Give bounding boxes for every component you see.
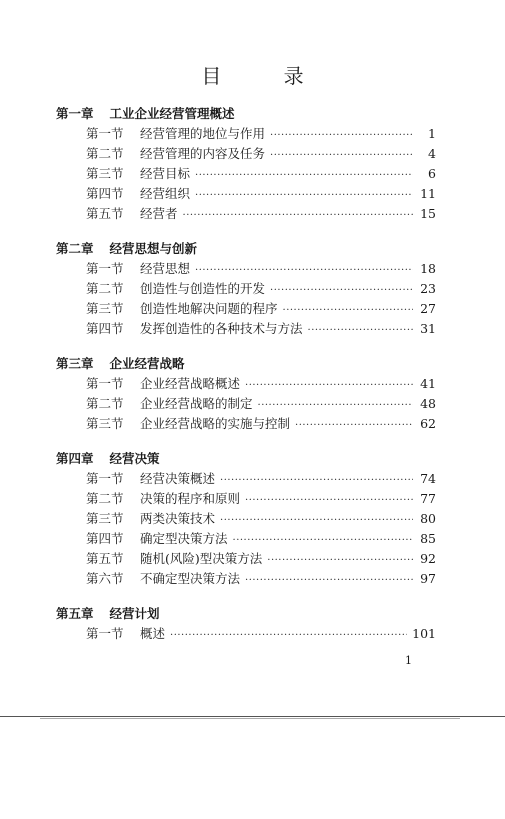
footer-page-number: 1: [405, 654, 412, 667]
dot-leader: [195, 166, 413, 186]
toc-entry: [0, 184, 436, 204]
toc-entry: [0, 259, 436, 279]
dot-leader: [270, 126, 413, 146]
chapter-2: [0, 239, 505, 339]
section-title: 企业经营战略的制定: [140, 396, 253, 411]
dot-leader: [195, 261, 413, 281]
toc-entry: [0, 319, 436, 339]
section-number: 第四节: [86, 321, 124, 336]
section-number: 第三节: [86, 301, 124, 316]
chapter-heading: [0, 239, 505, 259]
chapter-heading: [0, 449, 505, 469]
chapter-3: [0, 354, 505, 434]
section-title: 企业经营战略概述: [140, 376, 241, 391]
toc-entry: [0, 489, 436, 509]
toc-entry: [0, 624, 436, 644]
section-number: 第二节: [86, 281, 124, 296]
section-title: 经营思想: [140, 261, 191, 276]
dot-leader: [308, 321, 413, 341]
page-number: 92: [420, 551, 436, 566]
page-number: 15: [420, 206, 436, 221]
page-number: 6: [428, 166, 436, 181]
dot-leader: [245, 491, 413, 511]
dot-leader: [267, 551, 413, 571]
page-number: 62: [420, 416, 436, 431]
dot-leader: [183, 206, 413, 226]
section-title: 经营组织: [140, 186, 191, 201]
section-title: 确定型决策方法: [140, 531, 228, 546]
page-number: 85: [420, 531, 436, 546]
section-number: 第三节: [86, 511, 124, 526]
chapter-title: 工业企业经营管理概述: [109, 106, 235, 121]
section-title: 经营决策概述: [140, 471, 216, 486]
section-title: 创造性地解决问题的程序: [140, 301, 278, 316]
page-number: 74: [420, 471, 436, 486]
toc-entry: [0, 529, 436, 549]
section-number: 第六节: [86, 571, 124, 586]
section-number: 第三节: [86, 166, 124, 181]
section-title: 概述: [140, 626, 166, 641]
chapter-4: [0, 449, 505, 589]
dot-leader: [220, 511, 413, 531]
toc-entry: [0, 279, 436, 299]
section-title: 发挥创造性的各种技术与方法: [140, 321, 303, 336]
section-number: 第一节: [86, 471, 124, 486]
page-number: 80: [420, 511, 436, 526]
page-number: 101: [412, 626, 436, 641]
chapter-title: 经营决策: [109, 451, 160, 466]
chapter-title: 经营计划: [109, 606, 160, 621]
toc-entry: [0, 469, 436, 489]
dot-leader: [220, 471, 413, 491]
page-number: 27: [420, 301, 436, 316]
chapter-title: 企业经营战略: [109, 356, 185, 371]
chapter-number: 第四章: [56, 451, 94, 466]
toc-entry: [0, 124, 436, 144]
section-number: 第五节: [86, 551, 124, 566]
page-number: 1: [428, 126, 436, 141]
toc-entry: [0, 509, 436, 529]
section-title: 两类决策技术: [140, 511, 216, 526]
dot-leader: [195, 186, 413, 206]
section-number: 第一节: [86, 376, 124, 391]
section-title: 创造性与创造性的开发: [140, 281, 266, 296]
section-number: 第二节: [86, 491, 124, 506]
toc-entry: [0, 414, 436, 434]
chapter-number: 第二章: [56, 241, 94, 256]
section-title: 决策的程序和原则: [140, 491, 241, 506]
bottom-rule: [0, 716, 505, 717]
toc-entry: [0, 299, 436, 319]
page-number: 11: [420, 186, 436, 201]
section-title: 不确定型决策方法: [140, 571, 241, 586]
page-title: 目 录: [201, 64, 332, 88]
section-title: 经营者: [140, 206, 178, 221]
dot-leader: [170, 626, 407, 646]
section-number: 第一节: [86, 126, 124, 141]
section-number: 第五节: [86, 206, 124, 221]
page-number: 23: [420, 281, 436, 296]
section-title: 经营目标: [140, 166, 191, 181]
chapter-number: 第三章: [56, 356, 94, 371]
section-title: 经营管理的内容及任务: [140, 146, 266, 161]
chapter-number: 第一章: [56, 106, 94, 121]
section-number: 第四节: [86, 186, 124, 201]
toc-entry: [0, 394, 436, 414]
page-number: 97: [420, 571, 436, 586]
section-title: 随机(风险)型决策方法: [140, 551, 263, 566]
dot-leader: [270, 281, 413, 301]
toc-entry: [0, 549, 436, 569]
toc-entry: [0, 164, 436, 184]
toc-entry: [0, 374, 436, 394]
dot-leader: [283, 301, 413, 321]
dot-leader: [270, 146, 413, 166]
chapter-number: 第五章: [56, 606, 94, 621]
dot-leader: [233, 531, 413, 551]
section-number: 第一节: [86, 626, 124, 641]
section-number: 第一节: [86, 261, 124, 276]
chapter-1: [0, 104, 505, 224]
toc-entry: [0, 144, 436, 164]
bottom-rule-shadow: [40, 718, 460, 719]
toc-entry: [0, 204, 436, 224]
section-title: 企业经营战略的实施与控制: [140, 416, 291, 431]
dot-leader: [258, 396, 413, 416]
section-title: 经营管理的地位与作用: [140, 126, 266, 141]
dot-leader: [295, 416, 413, 436]
page-number: 48: [420, 396, 436, 411]
page-number: 41: [420, 376, 436, 391]
toc-entry: [0, 569, 436, 589]
chapter-title: 经营思想与创新: [109, 241, 198, 256]
chapter-5: [0, 604, 505, 644]
section-number: 第二节: [86, 396, 124, 411]
section-number: 第三节: [86, 416, 124, 431]
chapter-heading: [0, 104, 505, 124]
dot-leader: [245, 571, 413, 591]
section-number: 第二节: [86, 146, 124, 161]
page-number: 77: [420, 491, 436, 506]
table-of-contents: [0, 104, 505, 659]
chapter-heading: [0, 604, 505, 624]
page-number: 18: [420, 261, 436, 276]
chapter-heading: [0, 354, 505, 374]
page-number: 31: [420, 321, 436, 336]
dot-leader: [245, 376, 413, 396]
page-number: 4: [428, 146, 436, 161]
section-number: 第四节: [86, 531, 124, 546]
